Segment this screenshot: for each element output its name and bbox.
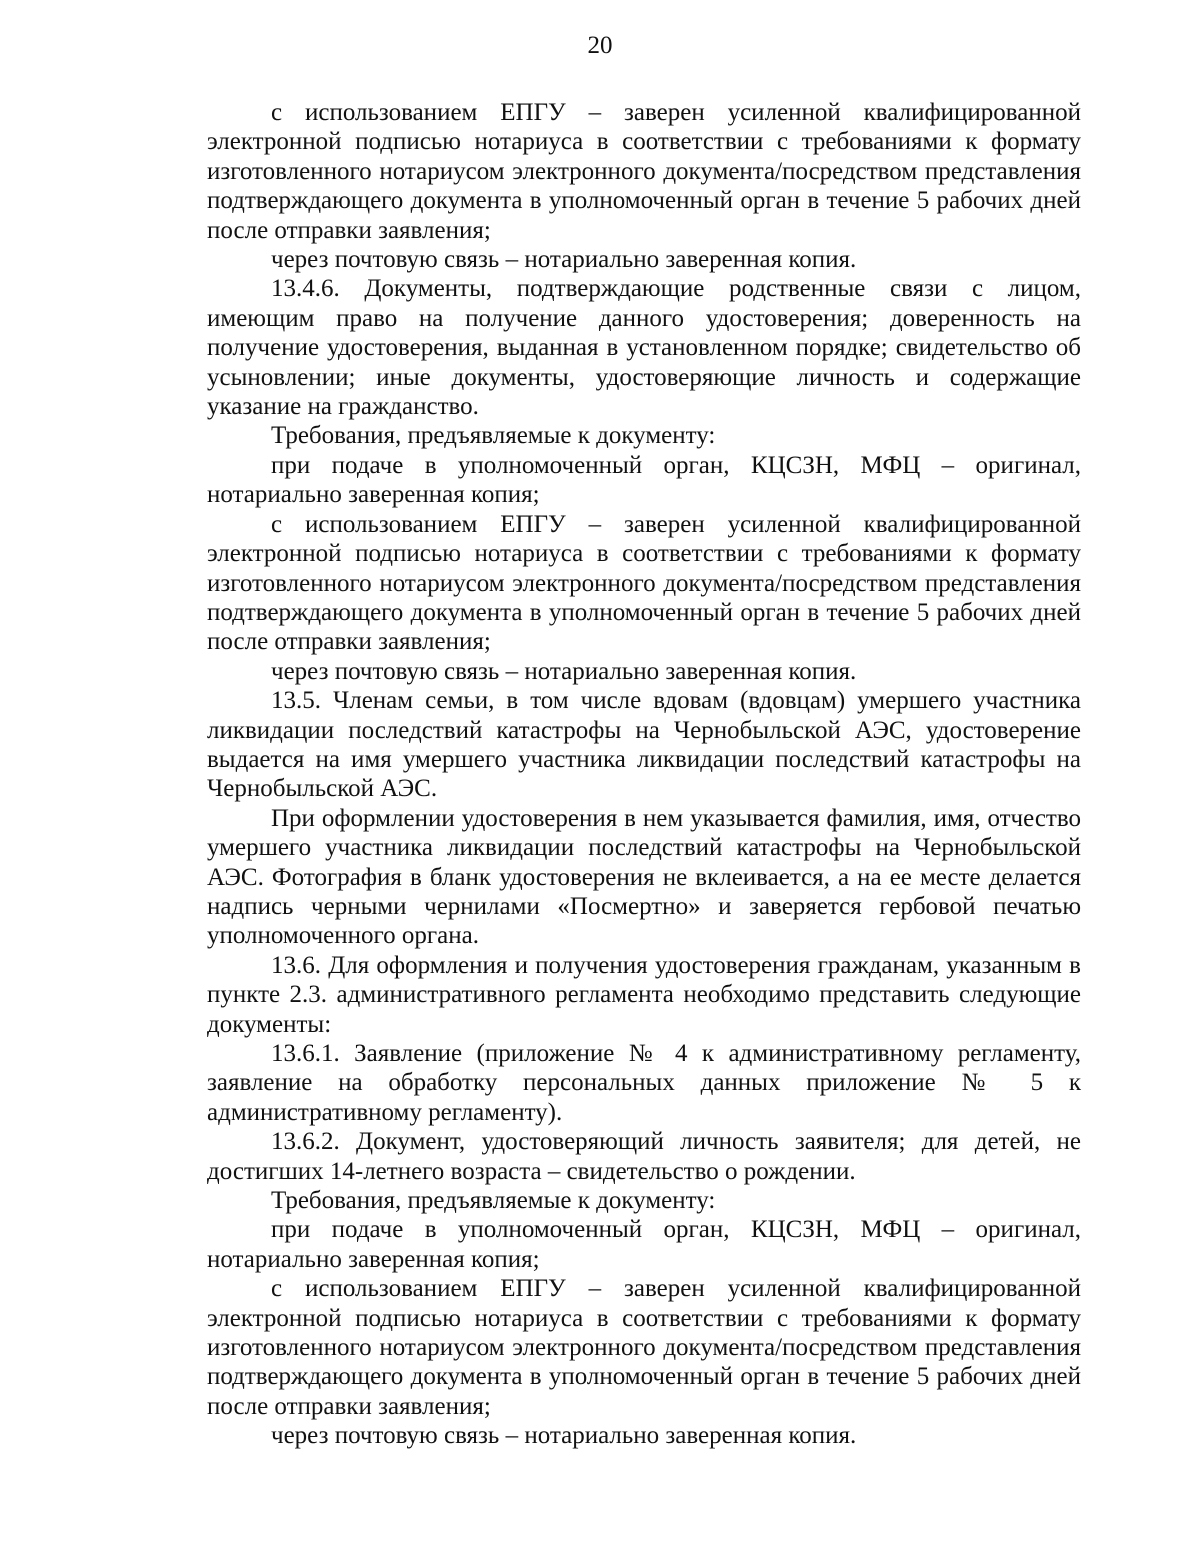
paragraph-13-6-2: 13.6.2. Документ, удостоверяющий личность заявителя; для детей, не достигших 14-летнего возраста – свидетельство о рождении. <box>207 1128 1081 1185</box>
paragraph-requirements-2: Требования, предъявляемые к документу: <box>271 1187 716 1215</box>
paragraph-post-1: через почтовую связь – нотариально заверенная копия. <box>271 246 857 274</box>
paragraph-submission-1: при подаче в уполномоченный орган, КЦСЗН, МФЦ – оригинал, нотариально заверенная копия; <box>207 451 1081 509</box>
paragraph-posthumous: При оформлении удостоверения в нем указывается фамилия, имя, отчество умершего участника ликвидации последствий катастрофы на Чернобыльской АЭС. Фотография в бланк удостоверения не вклеивается, а на ее месте делается надпись черными чернилами «Посмертно» и заверяется гербовой печатью уполномоченного органа. <box>207 804 1081 950</box>
paragraph-epgu-2: с использованием ЕПГУ – заверен усиленной квалифицированной электронной подписью нотариуса в соответствии с требованиями к формату изготовленного нотариусом электронного документа/посредством представления подтверждающего документа в уполномоченный орган в течение 5 рабочих дней после отправки заявления; <box>207 510 1081 656</box>
paragraph-13-6: 13.6. Для оформления и получения удостоверения гражданам, указанным в пункте 2.3. административного регламента необходимо представить следующие документы: <box>207 951 1081 1038</box>
paragraph-requirements-1: Требования, предъявляемые к документу: <box>271 422 716 450</box>
paragraph-submission-2: при подаче в уполномоченный орган, КЦСЗН, МФЦ – оригинал, нотариально заверенная копия; <box>207 1216 1081 1273</box>
paragraph-13-4-6: 13.4.6. Документы, подтверждающие родственные связи с лицом, имеющим право на получение данного удостоверения; доверенность на получение удостоверения, выданная в установленном порядке; свидетельство об усыновлении; иные документы, удостоверяющие личность и содержащие указание на гражданство. <box>207 275 1081 421</box>
page-number: 20 <box>587 32 613 59</box>
paragraph-epgu-1: с использованием ЕПГУ – заверен усиленной квалифицированной электронной подписью нотариуса в соответствии с требованиями к формату изготовленного нотариусом электронного документа/посредством представления подтверждающего документа в уполномоченный орган в течение 5 рабочих дней после отправки заявления; <box>207 99 1081 244</box>
paragraph-13-5: 13.5. Членам семьи, в том числе вдовам (вдовцам) умершего участника ликвидации последствий катастрофы на Чернобыльской АЭС, удостоверение выдается на имя умершего участника ликвидации последствий катастрофы на Чернобыльской АЭС. <box>207 687 1081 803</box>
paragraph-epgu-3: с использованием ЕПГУ – заверен усиленной квалифицированной электронной подписью нотариуса в соответствии с требованиями к формату изготовленного нотариусом электронного документа/посредством представления подтверждающего документа в уполномоченный орган в течение 5 рабочих дней после отправки заявления; <box>207 1275 1081 1420</box>
paragraph-13-6-1: 13.6.1. Заявление (приложение № 4 к административному регламенту, заявление на обработку персональных данных приложение № 5 к административному регламенту). <box>207 1040 1081 1126</box>
paragraph-post-2: через почтовую связь – нотариально заверенная копия. <box>271 657 857 685</box>
paragraph-post-3: через почтовую связь – нотариально заверенная копия. <box>271 1422 857 1450</box>
document-body <box>207 98 1081 1451</box>
